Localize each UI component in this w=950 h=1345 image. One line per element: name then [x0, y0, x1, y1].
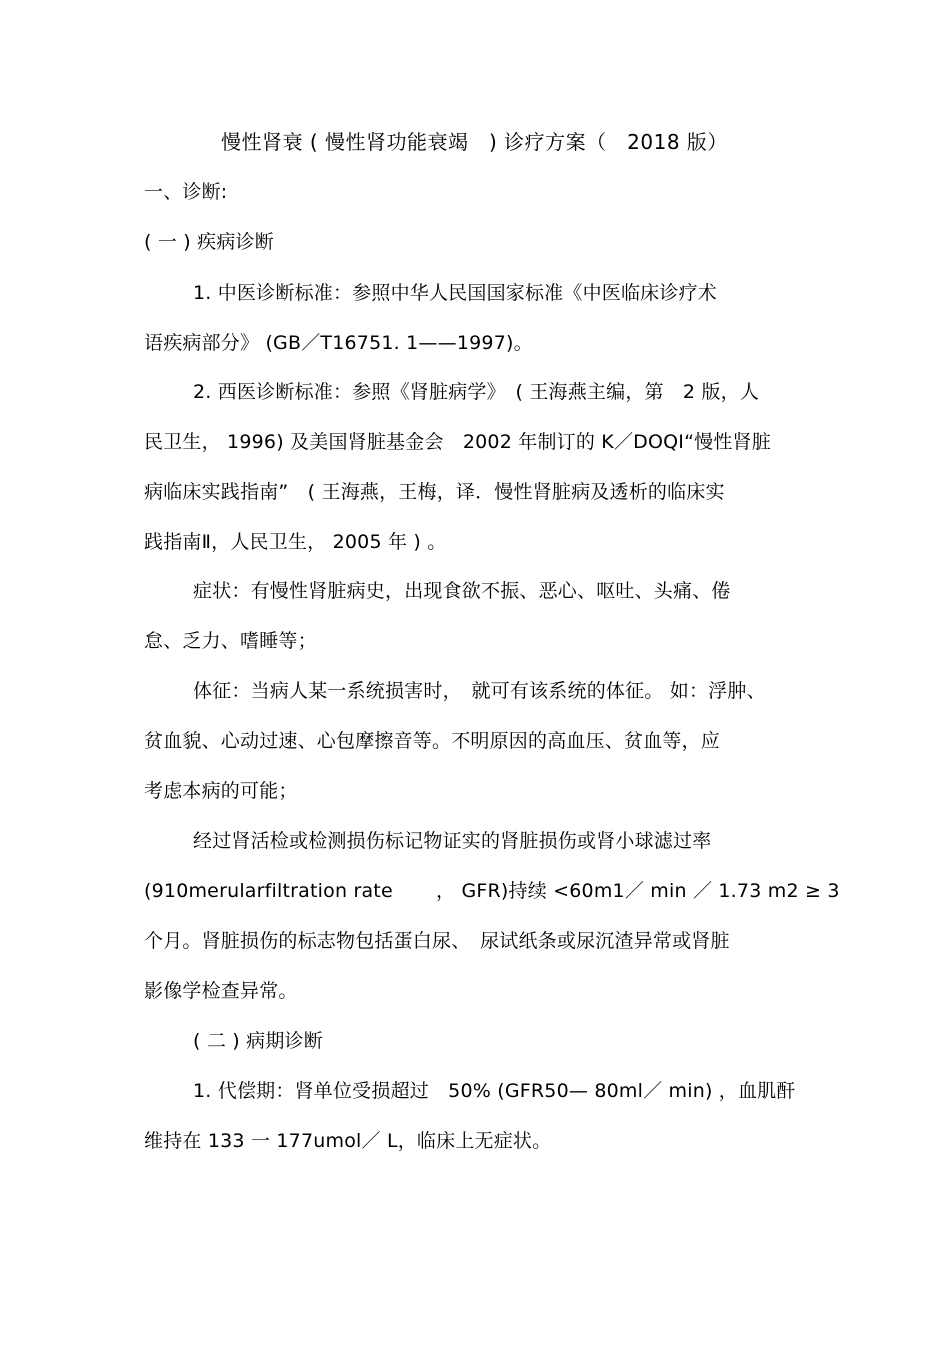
- biopsy-line-2-part-2: ， GFR)持续 <60m1／ min ／ 1.73 m2 ≥ 3: [436, 880, 840, 902]
- compensatory-stage-line-1: 1. 代偿期：肾单位受损超过 50% (GFR50— 80ml／ min) ，血肌酐: [193, 1080, 796, 1102]
- tcm-standard-line-1: 1. 中医诊断标准：参照中华人民国国家标准《中医临床诊疗术: [193, 282, 717, 304]
- biopsy-line-2-part-1: (910merularfiltration rate: [144, 880, 393, 902]
- compensatory-stage-line-2: 维持在 133 一 177umol／ L，临床上无症状。: [144, 1130, 552, 1152]
- subsection-heading-disease-diagnosis: ( 一 ) 疾病诊断: [144, 231, 274, 253]
- western-standard-line-3: 病临床实践指南” ( 王海燕，王梅，译．慢性肾脏病及透析的临床实: [144, 481, 725, 503]
- western-standard-line-4: 践指南Ⅱ，人民卫生， 2005 年 ) 。: [144, 531, 447, 553]
- signs-line-1: 体征：当病人某一系统损害时， 就可有该系统的体征。 如：浮肿、: [193, 680, 766, 702]
- biopsy-line-1: 经过肾活检或检测损伤标记物证实的肾脏损伤或肾小球滤过率: [193, 830, 712, 852]
- western-standard-line-2: 民卫生， 1996) 及美国肾脏基金会 2002 年制订的 K／DOQI“慢性肾脏: [144, 431, 771, 453]
- tcm-standard-line-2: 语疾病部分》 (GB／T16751. 1——1997)。: [144, 332, 533, 354]
- signs-line-2: 贫血貌、心动过速、心包摩擦音等。不明原因的高血压、贫血等，应: [144, 730, 721, 752]
- western-standard-line-1: 2. 西医诊断标准：参照《肾脏病学》 ( 王海燕主编，第 2 版，人: [193, 381, 760, 403]
- biopsy-line-4: 影像学检查异常。: [144, 980, 298, 1002]
- section-heading-diagnosis: 一、诊断:: [144, 181, 228, 203]
- biopsy-line-3: 个月。肾脏损伤的标志物包括蛋白尿、 尿试纸条或尿沉渣异常或肾脏: [144, 930, 730, 952]
- document-title: 慢性肾衰 ( 慢性肾功能衰竭 ) 诊疗方案（ 2018 版）: [221, 130, 728, 154]
- subsection-heading-stage-diagnosis: ( 二 ) 病期诊断: [193, 1030, 323, 1052]
- symptoms-line-1: 症状：有慢性肾脏病史，出现食欲不振、恶心、呕吐、头痛、倦: [193, 580, 731, 602]
- signs-line-3: 考虑本病的可能；: [144, 780, 298, 802]
- symptoms-line-2: 怠、乏力、嗜睡等；: [144, 630, 317, 652]
